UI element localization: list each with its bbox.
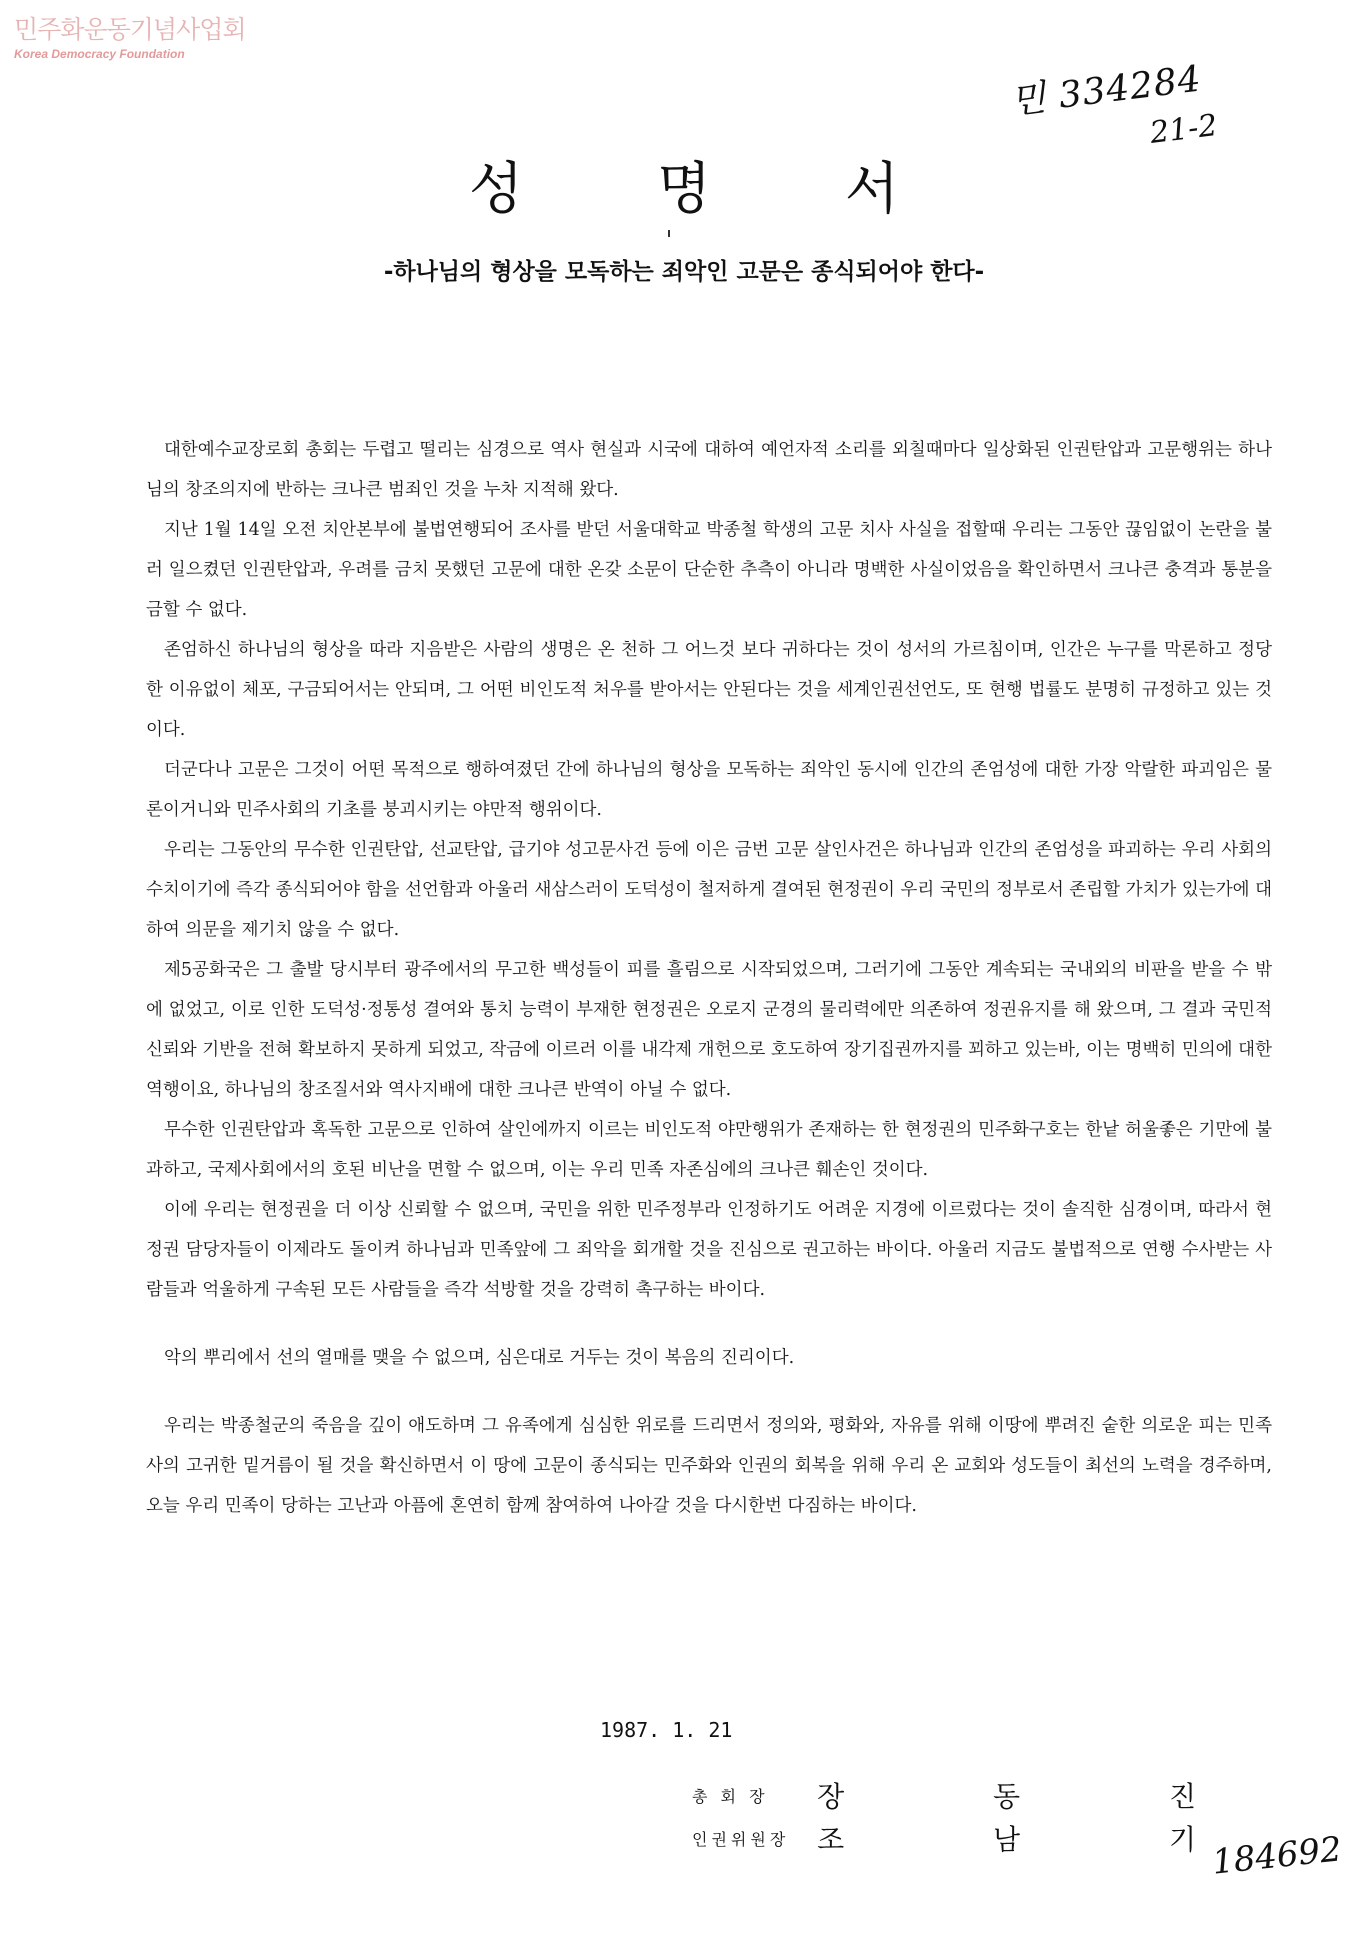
paragraph: 대한예수교장로회 총회는 두렵고 떨리는 심경으로 역사 현실과 시국에 대하여 예언자적 소리를 외칠때마다 일상화된 인권탄압과 고문행위는 하나님의 창조의지에 반하는 크나큰 범죄인 것을 누차 지적해 왔다. bbox=[146, 440, 1272, 500]
document-date: 1987. 1. 21 bbox=[600, 1718, 733, 1742]
signature-line bbox=[692, 1775, 1266, 1815]
signature-role: 인권위원장 bbox=[692, 1829, 790, 1849]
paragraph: 악의 뿌리에서 선의 열매를 맺을 수 없으며, 심은대로 거두는 것이 복음의 진리이다. bbox=[164, 1348, 795, 1368]
handwritten-archive-number: 민 334284 bbox=[1008, 58, 1204, 123]
paragraph: 이에 우리는 현정권을 더 이상 신뢰할 수 없으며, 국민을 위한 민주정부라 인정하기도 어려운 지경에 이르렀다는 것이 솔직한 심경이며, 따라서 현정권 담당자들이 이제라도 돌이켜 하나님과 민족앞에 그 죄악을 회개할 것을 진심으로 권고하는 바이다. 아울러 지금도 불법적으로 연행 수사받는 사람들과 억울하게 구속된 모든 사람들을 즉각 석방할 것을 강력히 촉구하는 바이다. bbox=[146, 1200, 1272, 1300]
watermark bbox=[14, 10, 246, 61]
watermark-korean: 민주화운동기념사업회 bbox=[14, 15, 246, 44]
handwritten-sub-number: 21-2 bbox=[1148, 108, 1220, 151]
signature-name: 조 남 기 bbox=[817, 1823, 1267, 1856]
document-title: 성 명 서 bbox=[469, 157, 957, 222]
handwritten-document-number: 184692 bbox=[1210, 1829, 1344, 1883]
paragraph: 더군다나 고문은 그것이 어떤 목적으로 행하여졌던 간에 하나님의 형상을 모독하는 죄악인 동시에 인간의 존엄성에 대한 가장 악랄한 파괴임은 물론이거니와 민주사회의 기초를 붕괴시키는 야만적 행위이다. bbox=[146, 760, 1272, 820]
signature-line bbox=[692, 1818, 1266, 1858]
signature-role: 총 회 장 bbox=[692, 1786, 769, 1806]
paragraph: 우리는 박종철군의 죽음을 깊이 애도하며 그 유족에게 심심한 위로를 드리면서 정의와, 평화와, 자유를 위해 이땅에 뿌려진 숱한 의로운 피는 민족사의 고귀한 밑거름이 될 것을 확신하면서 이 땅에 고문이 종식되는 민주화와 인권의 회복을 위해 우리 온 교회와 성도들이 최선의 노력을 경주하며, 오늘 우리 민족이 당하는 고난과 아픔에 혼연히 함께 참여하여 나아갈 것을 다시한번 다짐하는 바이다. bbox=[146, 1416, 1272, 1516]
signature-name: 장 동 진 bbox=[817, 1780, 1267, 1813]
paragraph: 존엄하신 하나님의 형상을 따라 지음받은 사람의 생명은 온 천하 그 어느것 보다 귀하다는 것이 성서의 가르침이며, 인간은 누구를 막론하고 정당한 이유없이 체포, 구금되어서는 안되며, 그 어떤 비인도적 처우를 받아서는 안된다는 것을 세계인권선언도, 또 현행 법률도 분명히 규정하고 있는 것이다. bbox=[146, 640, 1272, 740]
paragraph: 지난 1월 14일 오전 치안본부에 불법연행되어 조사를 받던 서울대학교 박종철 학생의 고문 치사 사실을 접할때 우리는 그동안 끊임없이 논란을 불러 일으켰던 인권탄압과, 우려를 금치 못했던 고문에 대한 온갖 소문이 단순한 추측이 아니라 명백한 사실이었음을 확인하면서 크나큰 충격과 통분을 금할 수 없다. bbox=[146, 520, 1272, 620]
document-subtitle: -하나님의 형상을 모독하는 죄악인 고문은 종식되어야 한다- bbox=[383, 259, 985, 285]
paragraph: 우리는 그동안의 무수한 인권탄압, 선교탄압, 급기야 성고문사건 등에 이은 금번 고문 살인사건은 하나님과 인간의 존엄성을 파괴하는 우리 사회의 수치이기에 즉각 종식되어야 함을 선언함과 아울러 새삼스러이 도덕성이 철저하게 결여된 현정권이 우리 국민의 정부로서 존립할 가치가 있는가에 대하여 의문을 제기치 않을 수 없다. bbox=[146, 840, 1272, 940]
statement-body bbox=[146, 430, 1272, 1526]
paragraph: 무수한 인권탄압과 혹독한 고문으로 인하여 살인에까지 이르는 비인도적 야만행위가 존재하는 한 현정권의 민주화구호는 한낱 허울좋은 기만에 불과하고, 국제사회에서의 호된 비난을 면할 수 없으며, 이는 우리 민족 자존심에의 크나큰 훼손인 것이다. bbox=[146, 1120, 1272, 1180]
paragraph: 제5공화국은 그 출발 당시부터 광주에서의 무고한 백성들이 피를 흘림으로 시작되었으며, 그러기에 그동안 계속되는 국내외의 비판을 받을 수 밖에 없었고, 이로 인한 도덕성·정통성 결여와 통치 능력이 부재한 현정권은 오로지 군경의 물리력에만 의존하여 정권유지를 해 왔으며, 그 결과 국민적 신뢰와 기반을 전혀 확보하지 못하게 되었고, 작금에 이르러 이를 내각제 개헌으로 호도하여 장기집권까지를 꾀하고 있는바, 이는 명백히 민의에 대한 역행이요, 하나님의 창조질서와 역사지배에 대한 크나큰 반역이 아닐 수 없다. bbox=[146, 960, 1272, 1100]
stray-mark bbox=[668, 230, 670, 237]
watermark-english: Korea Democracy Foundation bbox=[14, 47, 185, 61]
